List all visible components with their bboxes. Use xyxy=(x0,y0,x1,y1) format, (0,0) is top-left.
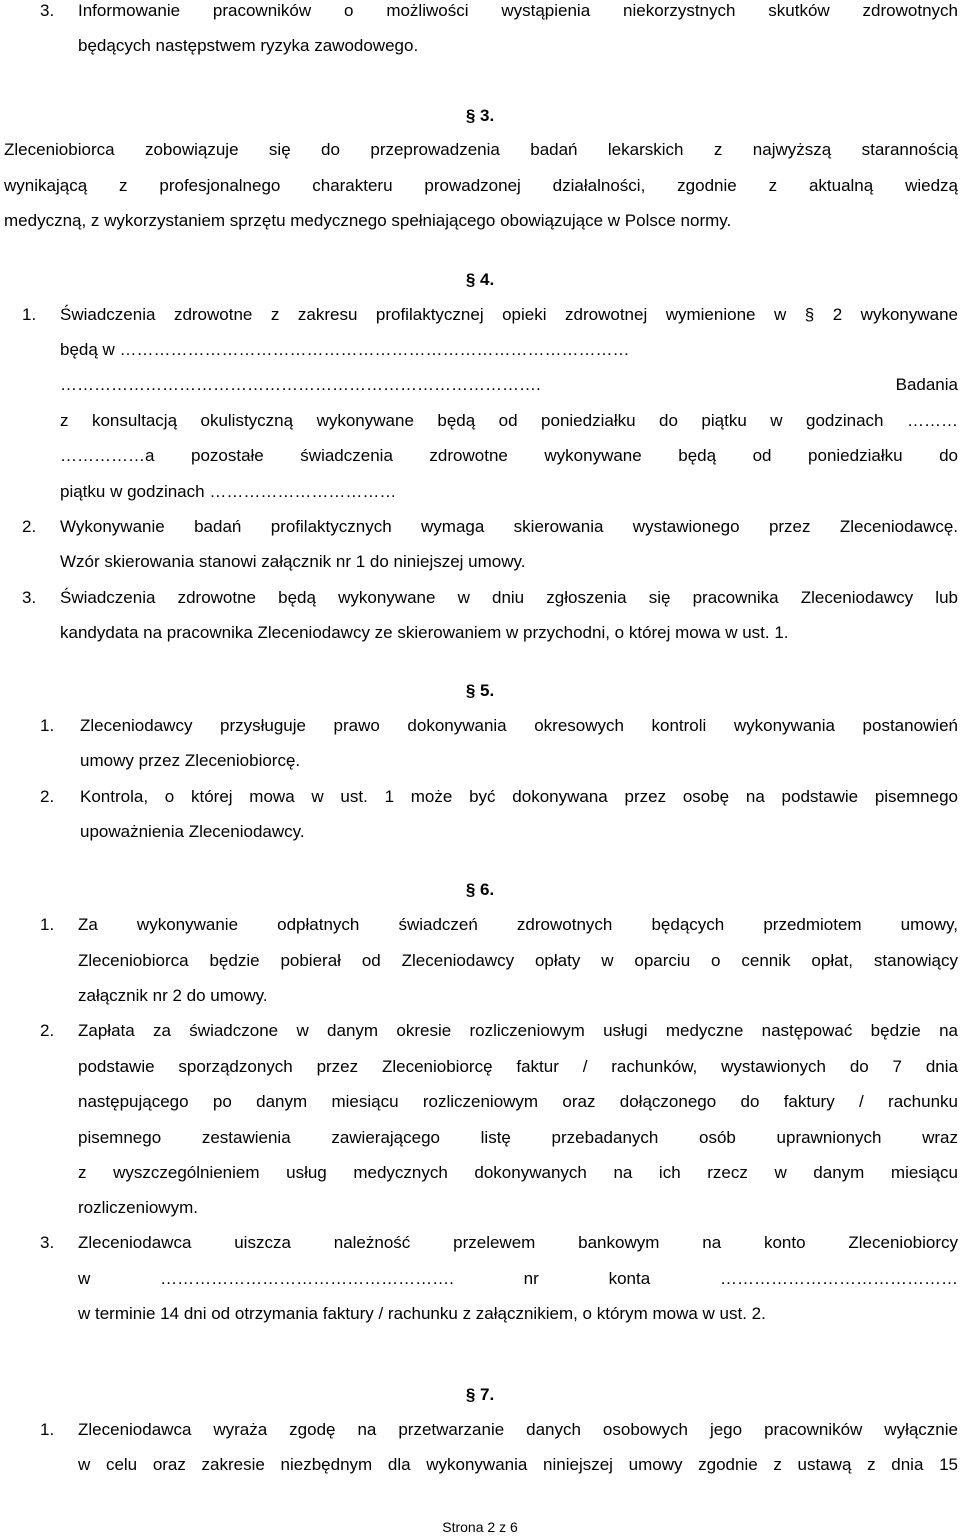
text-line: wynikającą z profesjonalnego charakteru prowadzonej działalności, zgodnie z aktualną wiedzą xyxy=(4,176,958,195)
section-heading: § 7. xyxy=(465,1385,495,1404)
text-line: medyczną, z wykorzystaniem sprzętu medycznego spełniającego obowiązujące w Polsce normy. xyxy=(4,211,732,230)
text-line: będących następstwem ryzyka zawodowego. xyxy=(78,36,419,55)
text-line: pisemnego zestawienia zawierającego listę przebadanych osób uprawnionych wraz xyxy=(78,1128,958,1147)
text-line: z konsultacją okulistyczną wykonywane będą od poniedziałku do piątku w godzinach ……… xyxy=(60,411,958,430)
text-line: w terminie 14 dni od otrzymania faktury / rachunku z załącznikiem, o którym mowa w ust. 2. xyxy=(78,1304,766,1323)
text-line: następującego po danym miesiącu rozliczeniowym oraz dołączonego do faktury / rachunku xyxy=(78,1092,958,1111)
item-number: 1. xyxy=(40,1420,55,1439)
text-line: piątku w godzinach …………………………… xyxy=(60,482,397,501)
text-line: Kontrola, o której mowa w ust. 1 może być dokonywana przez osobę na podstawie pisemnego xyxy=(80,787,958,806)
item-number: 3. xyxy=(22,588,37,607)
text-line: Zleceniodawca wyraża zgodę na przetwarzanie danych osobowych jego pracowników wyłącznie xyxy=(78,1420,958,1439)
item-number: 1. xyxy=(22,305,37,324)
text-line: z wyszczególnieniem usług medycznych dokonywanych na ich rzecz w danym miesiącu xyxy=(78,1163,958,1182)
text-line: Zleceniobiorca zobowiązuje się do przeprowadzenia badań lekarskich z najwyższą starannością xyxy=(4,140,958,159)
text-line: Zleceniodawcy przysługuje prawo dokonywania okresowych kontroli wykonywania postanowień xyxy=(80,716,958,735)
text-line: w ……………………………………………. nr konta …………………………………… xyxy=(78,1269,958,1288)
text-line: ……………a pozostałe świadczenia zdrowotne wykonywane będą od poniedziałku do xyxy=(60,446,958,465)
text-line: kandydata na pracownika Zleceniodawcy ze skierowaniem w przychodni, o której mowa w ust. 1. xyxy=(60,623,789,642)
item-number: 1. xyxy=(40,915,55,934)
item-number: 2. xyxy=(40,1021,55,1040)
text-line: Informowanie pracowników o możliwości wystąpienia niekorzystnych skutków zdrowotnych xyxy=(78,1,958,20)
text-line: Zleceniobiorca będzie pobierał od Zleceniodawcy opłaty w oparciu o cennik opłat, stanowiący xyxy=(78,951,958,970)
text-line: Wzór skierowania stanowi załącznik nr 1 do niniejszej umowy. xyxy=(60,552,526,571)
text-line: Zapłata za świadczone w danym okresie rozliczeniowym usługi medyczne następować będzie na xyxy=(78,1021,958,1040)
section-heading: § 5. xyxy=(465,681,495,700)
text-line: Wykonywanie badań profilaktycznych wymaga skierowania wystawionego przez Zleceniodawcę. xyxy=(60,517,958,536)
text-line: załącznik nr 2 do umowy. xyxy=(78,986,268,1005)
text-line: podstawie sporządzonych przez Zleceniobiorcę faktur / rachunków, wystawionych do 7 dnia xyxy=(78,1057,958,1076)
item-number: 1. xyxy=(40,716,55,735)
item-number: 2. xyxy=(40,787,55,806)
text-line: będą w ……………………………………………………………………………… xyxy=(60,340,630,359)
text-line: w celu oraz zakresie niezbędnym dla wykonywania niniejszej umowy zgodnie z ustawą z dnia 15 xyxy=(78,1455,958,1474)
section-heading: § 4. xyxy=(465,270,495,289)
item-number: 3. xyxy=(40,1,55,20)
text-line: Świadczenia zdrowotne z zakresu profilaktycznej opieki zdrowotnej wymienione w § 2 wykonywane xyxy=(60,305,958,324)
item-number: 2. xyxy=(22,517,37,536)
text-line: Świadczenia zdrowotne będą wykonywane w dniu zgłoszenia się pracownika Zleceniodawcy lub xyxy=(60,588,958,607)
text-line: Za wykonywanie odpłatnych świadczeń zdrowotnych będących przedmiotem umowy, xyxy=(78,915,958,934)
text-line: umowy przez Zleceniobiorcę. xyxy=(80,751,301,770)
section-heading: § 3. xyxy=(465,106,495,125)
item-number: 3. xyxy=(40,1233,55,1252)
text-line: …………………………………………………………………………. Badania xyxy=(60,375,958,394)
text-line: Zleceniodawca uiszcza należność przelewem bankowym na konto Zleceniobiorcy xyxy=(78,1233,958,1252)
page-number: Strona 2 z 6 xyxy=(442,1519,518,1535)
section-heading: § 6. xyxy=(465,880,495,899)
text-line: upoważnienia Zleceniodawcy. xyxy=(80,822,305,841)
text-line: rozliczeniowym. xyxy=(78,1198,198,1217)
